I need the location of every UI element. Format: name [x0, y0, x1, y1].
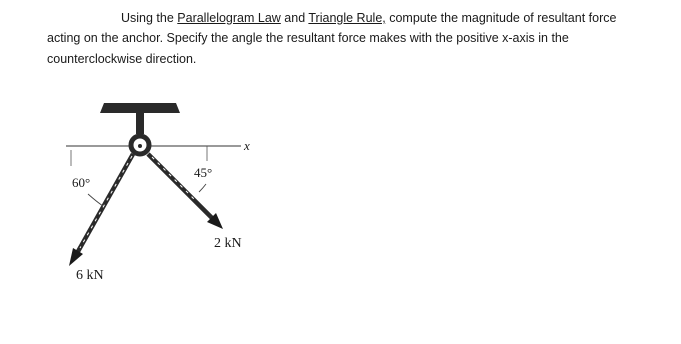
triangle-rule-link: Triangle Rule,: [308, 11, 386, 25]
problem-line-3: counterclockwise direction.: [47, 52, 197, 66]
x-axis-label: x: [244, 138, 250, 153]
angle-label-60: 60°: [72, 175, 91, 190]
problem-text: and: [280, 11, 309, 25]
anchor-stem: [136, 113, 144, 134]
force-label-2kn: 2 kN: [214, 236, 242, 251]
parallelogram-law-link: Parallelogram Law: [177, 11, 281, 25]
force-label-6kn: 6 kN: [76, 268, 104, 283]
anchor-pin: [138, 144, 142, 148]
angle-arc-right: [199, 184, 206, 192]
problem-text: Using the: [121, 11, 178, 25]
problem-text: compute the magnitude of resultant force: [385, 11, 617, 25]
angle-label-45: 45°: [194, 165, 213, 180]
anchor-base-plate: [100, 103, 180, 113]
problem-line-2: acting on the anchor. Specify the angle the resultant force makes with the positive x-axis in the: [47, 31, 569, 45]
angle-arc-left: [88, 194, 103, 206]
